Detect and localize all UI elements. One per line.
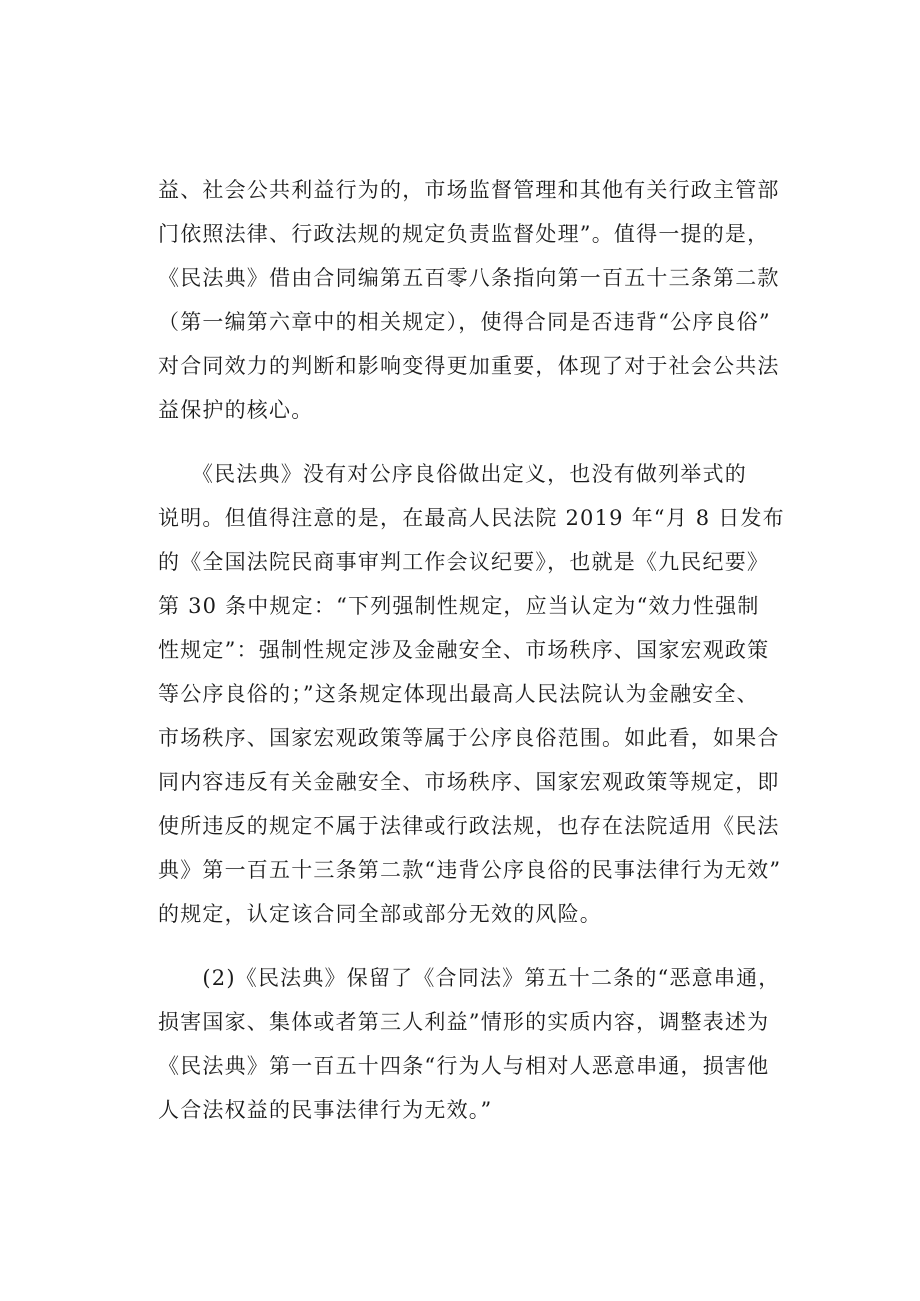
text-line: 典》第一百五十三条第二款“违背公序良俗的民事法律行为无效”	[158, 858, 782, 882]
text-line: 《民法典》借由合同编第五百零八条指向第一百五十三条第二款	[158, 266, 780, 290]
paragraph-public-order	[158, 452, 785, 936]
text-line: 《民法典》第一百五十四条“行为人与相对人恶意串通，损害他	[158, 1054, 770, 1078]
text-line: （第一编第六章中的相关规定），使得合同是否违背“公序良俗”	[158, 310, 771, 334]
text-line: 性规定”：强制性规定涉及金融安全、市场秩序、国家宏观政策	[158, 638, 770, 662]
text-line: 使所违反的规定不属于法律或行政法规，也存在法院适用《民法	[158, 814, 780, 838]
text-line: 同内容违反有关金融安全、市场秩序、国家宏观政策等规定，即	[158, 770, 780, 794]
text-line: 市场秩序、国家宏观政策等属于公序良俗范围。如此看，如果合	[158, 726, 780, 750]
text-line: 益保护的核心。	[158, 398, 314, 422]
text-line: 说明。但值得注意的是，在最高人民法院 2019 年“月 8 日发布	[158, 506, 785, 530]
text-line: 门依照法律、行政法规的规定负责监督处理”。值得一提的是，	[158, 222, 770, 246]
text-line: 对合同效力的判断和影响变得更加重要，体现了对于社会公共法	[158, 354, 780, 378]
text-line: 第 30 条中规定：“下列强制性规定，应当认定为“效力性强制	[158, 594, 760, 618]
text-line: (2)《民法典》保留了《合同法》第五十二条的“恶意串通，	[158, 966, 781, 990]
text-line: 《民法典》没有对公序良俗做出定义，也没有做列举式的	[158, 462, 747, 486]
paragraph-malicious-collusion	[158, 956, 781, 1132]
document-body	[158, 168, 785, 1132]
text-line: 人合法权益的民事法律行为无效。”	[158, 1098, 493, 1122]
text-line: 的规定，认定该合同全部或部分无效的风险。	[158, 902, 602, 926]
text-line: 益、社会公共利益行为的，市场监督管理和其他有关行政主管部	[158, 178, 780, 202]
text-line: 的《全国法院民商事审判工作会议纪要》，也就是《九民纪要》	[158, 550, 770, 574]
paragraph-spacer	[158, 432, 770, 452]
paragraph-continuation	[158, 168, 780, 432]
paragraph-spacer	[158, 936, 770, 956]
text-line: 等公序良俗的；”这条规定体现出最高人民法院认为金融安全、	[158, 682, 759, 706]
text-line: 损害国家、集体或者第三人利益”情形的实质内容，调整表述为	[158, 1010, 770, 1034]
